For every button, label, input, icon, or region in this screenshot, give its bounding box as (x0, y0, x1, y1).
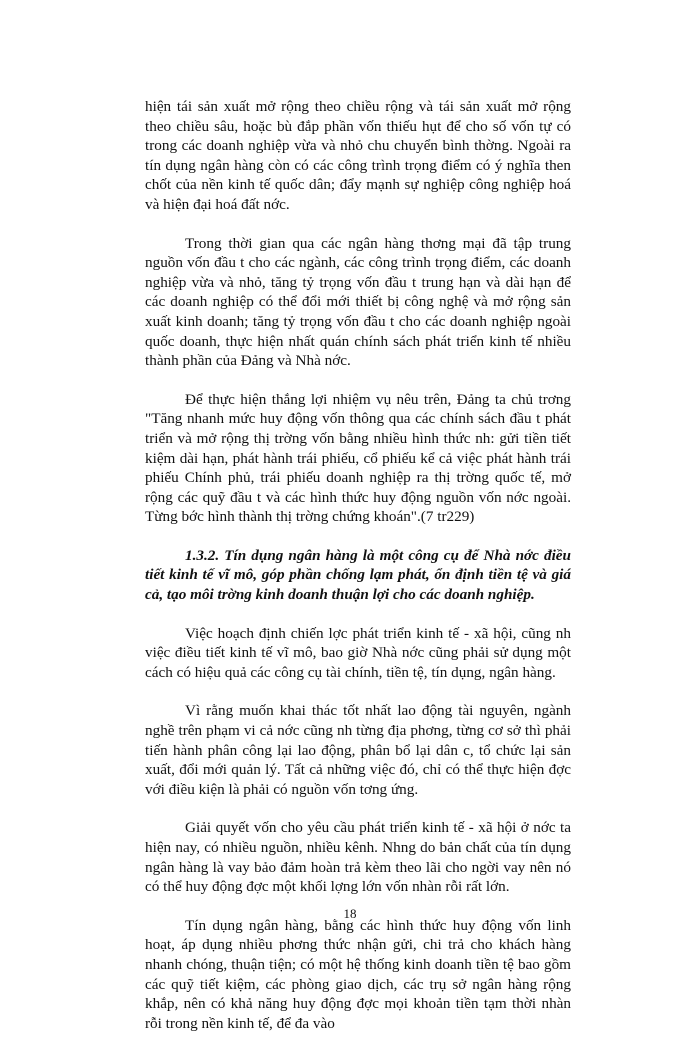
section-heading-1-3-2: 1.3.2. Tín dụng ngân hàng là một công cụ để Nhà nớc điều tiết kinh tế vĩ mô, góp phần chống lạm phát, ổn định tiền tệ và giá cả, tạo môi trờng kinh doanh thuận lợi cho các doanh nghiệp. (145, 546, 571, 604)
paragraph-labor-resources: Vì rằng muốn khai thác tốt nhất lao động tài nguyên, ngành nghề trên phạm vi cả nớc cũng nh từng địa phơng, từng cơ sở thì phải tiến hành phân công lại lao động, phân bổ lại dân c, tổ chức lại sản xuất, đổi mới quản lý. Tất cả những việc đó, chỉ có thể thực hiện đợc với điều kiện là phải có nguồn vốn tơng ứng. (145, 702, 571, 798)
page-number: 18 (343, 906, 357, 921)
paragraph-party-policy: Để thực hiện thắng lợi nhiệm vụ nêu trên, Đảng ta chủ trơng "Tăng nhanh mức huy động vốn thông qua các chính sách đầu t phát triển và mở rộng thị trờng vốn bằng nhiều hình thức nh: gửi tiền tiết kiệm dài hạn, phát hành trái phiếu, cổ phiếu kể cả việc phát hành trái phiếu Chính phủ, trái phiếu doanh nghiệp ra thị trờng quốc tế, mở rộng các quỹ đầu t và các hình thức huy động nguồn vốn nớc ngoài. Từng bớc hình thành thị trờng chứng khoán".(7 tr229) (145, 390, 571, 526)
paragraph-continuation: hiện tái sản xuất mở rộng theo chiều rộng và tái sản xuất mở rộng theo chiều sâu, hoặc bù đắp phần vốn thiếu hụt để cho số vốn tự có trong các doanh nghiệp vừa và nhỏ chu chuyển bình thờng. Ngoài ra tín dụng ngân hàng còn có các công trình trọng điểm có ý nghĩa then chốt của nền kinh tế quốc dân; đẩy mạnh sự nghiệp công nghiệp hoá và hiện đại hoá đất nớc. (145, 98, 571, 213)
paragraph-bank-investment: Trong thời gian qua các ngân hàng thơng mại đã tập trung nguồn vốn đầu t cho các ngành, các công trình trọng điểm, các doanh nghiệp vừa và nhỏ, tăng tỷ trọng vốn đầu t trung hạn và dài hạn để các doanh nghiệp có thể đổi mới thiết bị công nghệ và mở rộng sản xuất kinh doanh; tăng tỷ trọng vốn đầu t cho các doanh nghiệp ngoài quốc doanh, thực hiện nhất quán chính sách phát triển kinh tế nhiều thành phần của Đảng và Nhà nớc. (145, 234, 571, 370)
paragraph-capital-sources: Giải quyết vốn cho yêu cầu phát triển kinh tế - xã hội ở nớc ta hiện nay, có nhiều nguồn, nhiều kênh. Nhng do bản chất của tín dụng ngân hàng là vay bảo đảm hoàn trả kèm theo lãi cho ngời vay nên nó có thể huy động đợc một khối lợng lớn vốn nhàn rỗi rất lớn. (145, 819, 571, 896)
paragraph-strategy: Việc hoạch định chiến lợc phát triển kinh tế - xã hội, cũng nh việc điều tiết kinh tế vĩ mô, bao giờ Nhà nớc cũng phải sử dụng một cách có hiệu quả các công cụ tài chính, tiền tệ, tín dụng, ngân hàng. (145, 624, 571, 681)
paragraph-credit-forms: Tín dụng ngân hàng, bằng các hình thức huy động vốn linh hoạt, áp dụng nhiều phơng thức nhận gửi, chi trả cho khách hàng nhanh chóng, thuận tiện; có một hệ thống kinh doanh tiền tệ bao gồm các quỹ tiết kiệm, các phòng giao dịch, các trụ sở ngân hàng rộng khắp, nên có khả năng huy động đợc mọi khoản tiền tạm thời nhàn rỗi trong nền kinh tế, để đa vào (145, 916, 571, 1032)
